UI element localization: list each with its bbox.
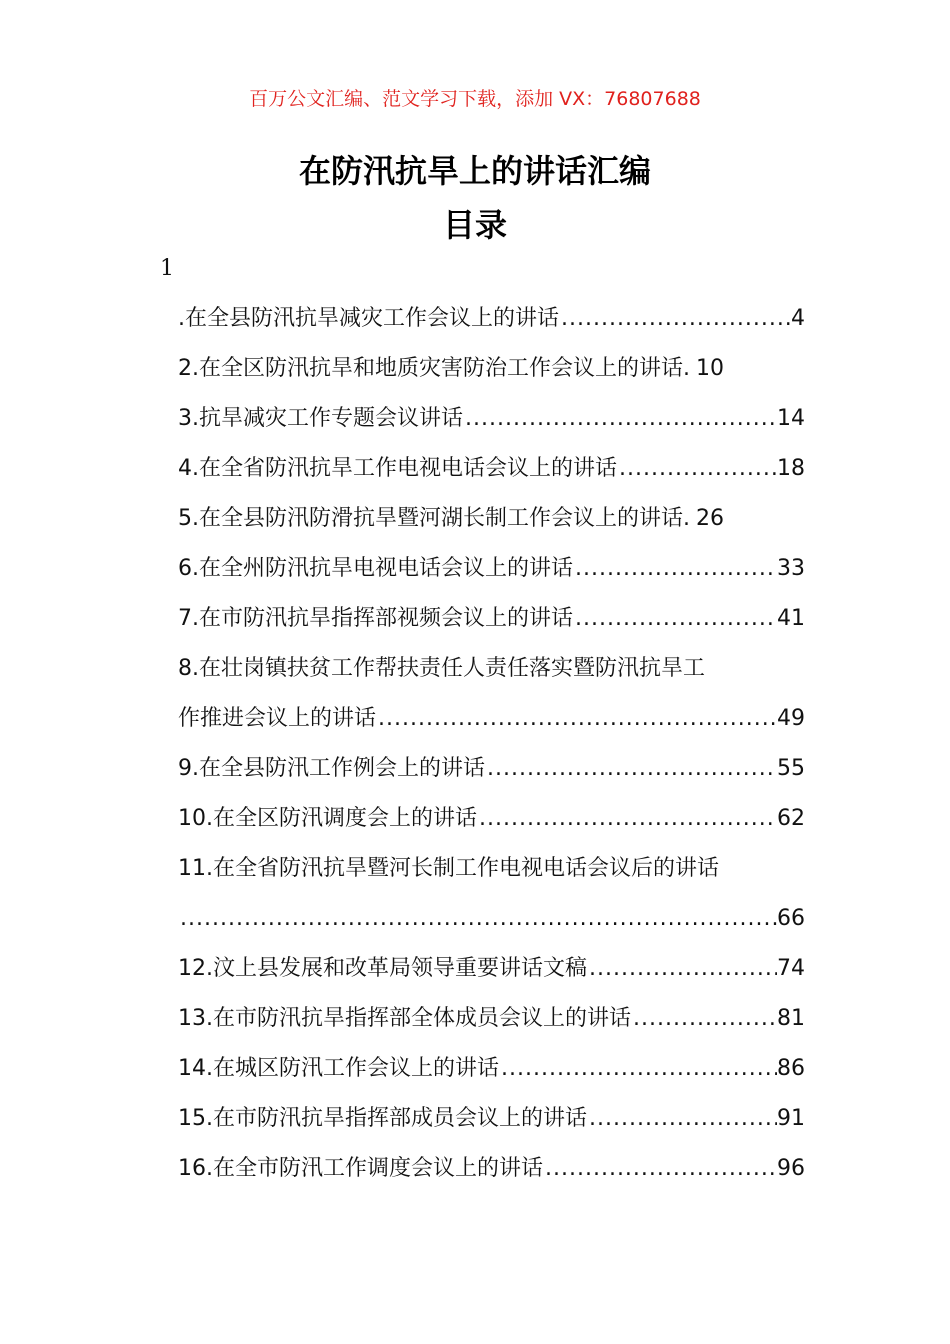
- toc-entry-title: 15.在市防汛抗旱指挥部成员会议上的讲话: [178, 1106, 587, 1131]
- toc-entry[interactable]: [178, 400, 805, 450]
- toc-entry-title: 2.在全区防汛抗旱和地质灾害防治工作会议上的讲话.: [178, 356, 690, 381]
- toc-entry-page: 55: [777, 756, 805, 781]
- toc-entry-title: 16.在全市防汛工作调度会议上的讲话: [178, 1156, 543, 1181]
- toc-entry-title: 5.在全县防汛防滑抗旱暨河湖长制工作会议上的讲话.: [178, 506, 690, 531]
- toc-entry[interactable]: [178, 850, 805, 950]
- toc-entry-title: 10.在全区防汛调度会上的讲话: [178, 806, 477, 831]
- toc-entry[interactable]: [178, 550, 805, 600]
- toc-entry-title: 6.在全州防汛抗旱电视电话会议上的讲话: [178, 556, 573, 581]
- toc-entry[interactable]: [178, 800, 805, 850]
- toc-leader-dots: [573, 600, 777, 638]
- toc-entry[interactable]: [178, 600, 805, 650]
- toc-entry-page: 81: [777, 1006, 805, 1031]
- toc-entry[interactable]: [178, 450, 805, 500]
- toc-entry-title: 13.在市防汛抗旱指挥部全体成员会议上的讲话: [178, 1006, 631, 1031]
- table-of-contents: [178, 300, 805, 1200]
- toc-heading: 目录: [442, 206, 507, 244]
- toc-entry-title: 14.在城区防汛工作会议上的讲话: [178, 1056, 499, 1081]
- download-banner: 百万公文汇编、范文学习下载，添加 VX：76807688: [249, 88, 701, 110]
- toc-leader-dots: [559, 300, 791, 338]
- toc-leader-dots: [573, 550, 777, 588]
- toc-entry-page: 66: [777, 906, 805, 931]
- toc-entry-page: 26: [696, 506, 724, 531]
- toc-entry-page: 96: [777, 1156, 805, 1181]
- toc-entry-page: 62: [777, 806, 805, 831]
- toc-entry-page: 4: [791, 306, 805, 331]
- toc-entry-title: 12.汶上县发展和改革局领导重要讲话文稿: [178, 956, 587, 981]
- toc-entry-title: 3.抗旱减灾工作专题会议讲话: [178, 406, 463, 431]
- toc-entry-title-cont: 作推进会议上的讲话: [178, 706, 377, 731]
- toc-entry[interactable]: [178, 500, 805, 550]
- toc-entry-title: .在全县防汛抗旱减灾工作会议上的讲话: [178, 306, 559, 331]
- toc-entry-page: 18: [777, 456, 805, 481]
- toc-leader-dots: [617, 450, 777, 488]
- toc-leader-dots: [631, 1000, 777, 1038]
- toc-entry-page: 86: [777, 1056, 805, 1081]
- toc-entry-page: 49: [777, 706, 805, 731]
- toc-entry-title: 7.在市防汛抗旱指挥部视频会议上的讲话: [178, 606, 573, 631]
- toc-entry[interactable]: [178, 1050, 805, 1100]
- toc-leader-dots: [587, 1100, 777, 1138]
- toc-entry-page: 14: [777, 406, 805, 431]
- toc-entry[interactable]: [178, 300, 805, 350]
- stray-number: 1: [160, 256, 174, 281]
- toc-entry-page: 10: [696, 356, 724, 381]
- toc-entry[interactable]: [178, 1000, 805, 1050]
- toc-leader-dots: [477, 800, 777, 838]
- toc-leader-dots: [499, 1050, 777, 1088]
- toc-entry-title: 4.在全省防汛抗旱工作电视电话会议上的讲话: [178, 456, 617, 481]
- toc-leader-dots: [485, 750, 777, 788]
- toc-leader-dots: [463, 400, 777, 438]
- toc-leader-dots: [543, 1150, 777, 1188]
- toc-entry[interactable]: [178, 350, 805, 400]
- toc-entry-page: 91: [777, 1106, 805, 1131]
- toc-entry[interactable]: [178, 1100, 805, 1150]
- toc-entry[interactable]: [178, 750, 805, 800]
- toc-entry-title: 9.在全县防汛工作例会上的讲话: [178, 756, 485, 781]
- toc-entry-continuation: [178, 900, 805, 950]
- toc-entry-page: 41: [777, 606, 805, 631]
- toc-leader-dots: [587, 950, 777, 988]
- toc-entry-title: 8.在壮岗镇扶贫工作帮扶责任人责任落实暨防汛抗旱工: [178, 656, 705, 681]
- toc-entry-continuation: [178, 700, 805, 750]
- toc-leader-dots: [376, 700, 777, 738]
- toc-entry-page: 74: [777, 956, 805, 981]
- toc-entry[interactable]: [178, 650, 805, 750]
- toc-entry-title: 11.在全省防汛抗旱暨河长制工作电视电话会议后的讲话: [178, 856, 719, 881]
- toc-entry[interactable]: [178, 1150, 805, 1200]
- toc-leader-dots: [178, 900, 777, 938]
- document-title: 在防汛抗旱上的讲话汇编: [298, 152, 651, 190]
- toc-entry-page: 33: [777, 556, 805, 581]
- toc-entry[interactable]: [178, 950, 805, 1000]
